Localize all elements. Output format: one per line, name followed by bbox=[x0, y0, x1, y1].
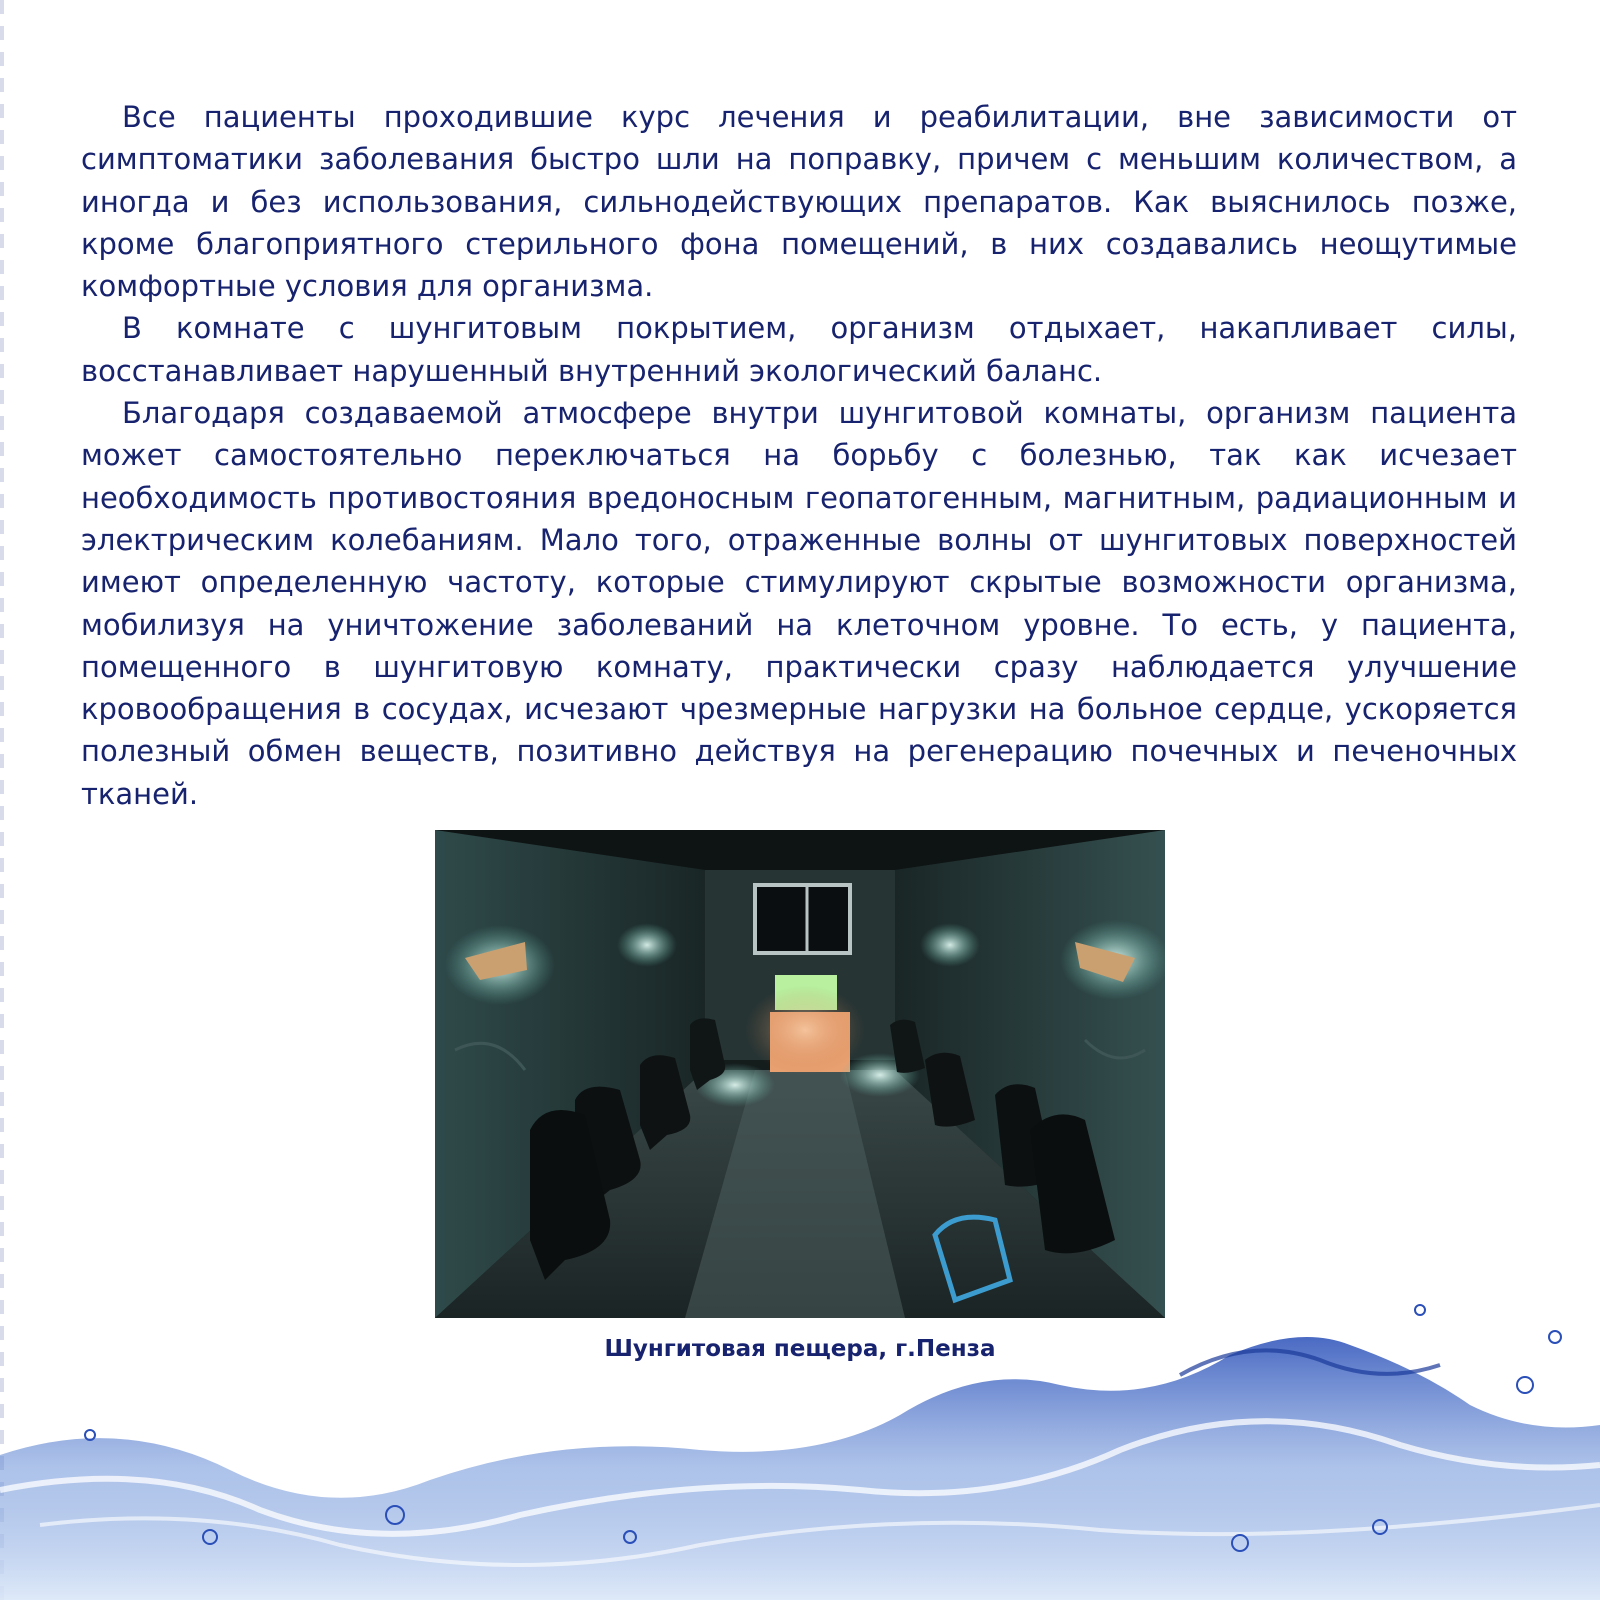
water-splash-decoration bbox=[0, 1275, 1600, 1600]
shungite-cave-photo bbox=[435, 830, 1165, 1318]
paragraph-3: Благодаря создаваемой атмосфере внутри шунгитовой комнаты, организм пациента может самостоятельно переключаться на борьбу с болезнью, так как исчезает необходимость противостояния вредоносным геопатогенным, магнитным, радиационным и электрическим колебаниям. Мало того, отраженные волны от шунгитовых поверхностей имеют определенную частоту, которые стимулируют скрытые возможности организма, мобилизуя на уничтожение заболеваний на клеточном уровне. То есть, у пациента, помещенного в шунгитовую комнату, практически сразу наблюдается улучшение кровообращения в сосудах, исчезают чрезмерные нагрузки на больное сердце, ускоряется полезный обмен веществ, позитивно действуя на регенерацию почечных и печеночных тканей. bbox=[81, 396, 1517, 811]
paragraph-1: Все пациенты проходившие курс лечения и реабилитации, вне зависимости от симптоматики заболевания быстро шли на поправку, причем с меньшим количеством, а иногда и без использования, сильнодействующих препаратов. Как выяснилось позже, кроме благоприятного стерильного фона помещений, в них создавались неощутимые комфортные условия для организма. bbox=[81, 100, 1517, 304]
paragraph-2: В комнате с шунгитовым покрытием, организм отдыхает, накапливает силы, восстанавливает нарушенный внутренний экологический баланс. bbox=[81, 311, 1517, 388]
photo-caption: Шунгитовая пещера, г.Пенза bbox=[604, 1336, 996, 1362]
body-text bbox=[81, 96, 1517, 815]
